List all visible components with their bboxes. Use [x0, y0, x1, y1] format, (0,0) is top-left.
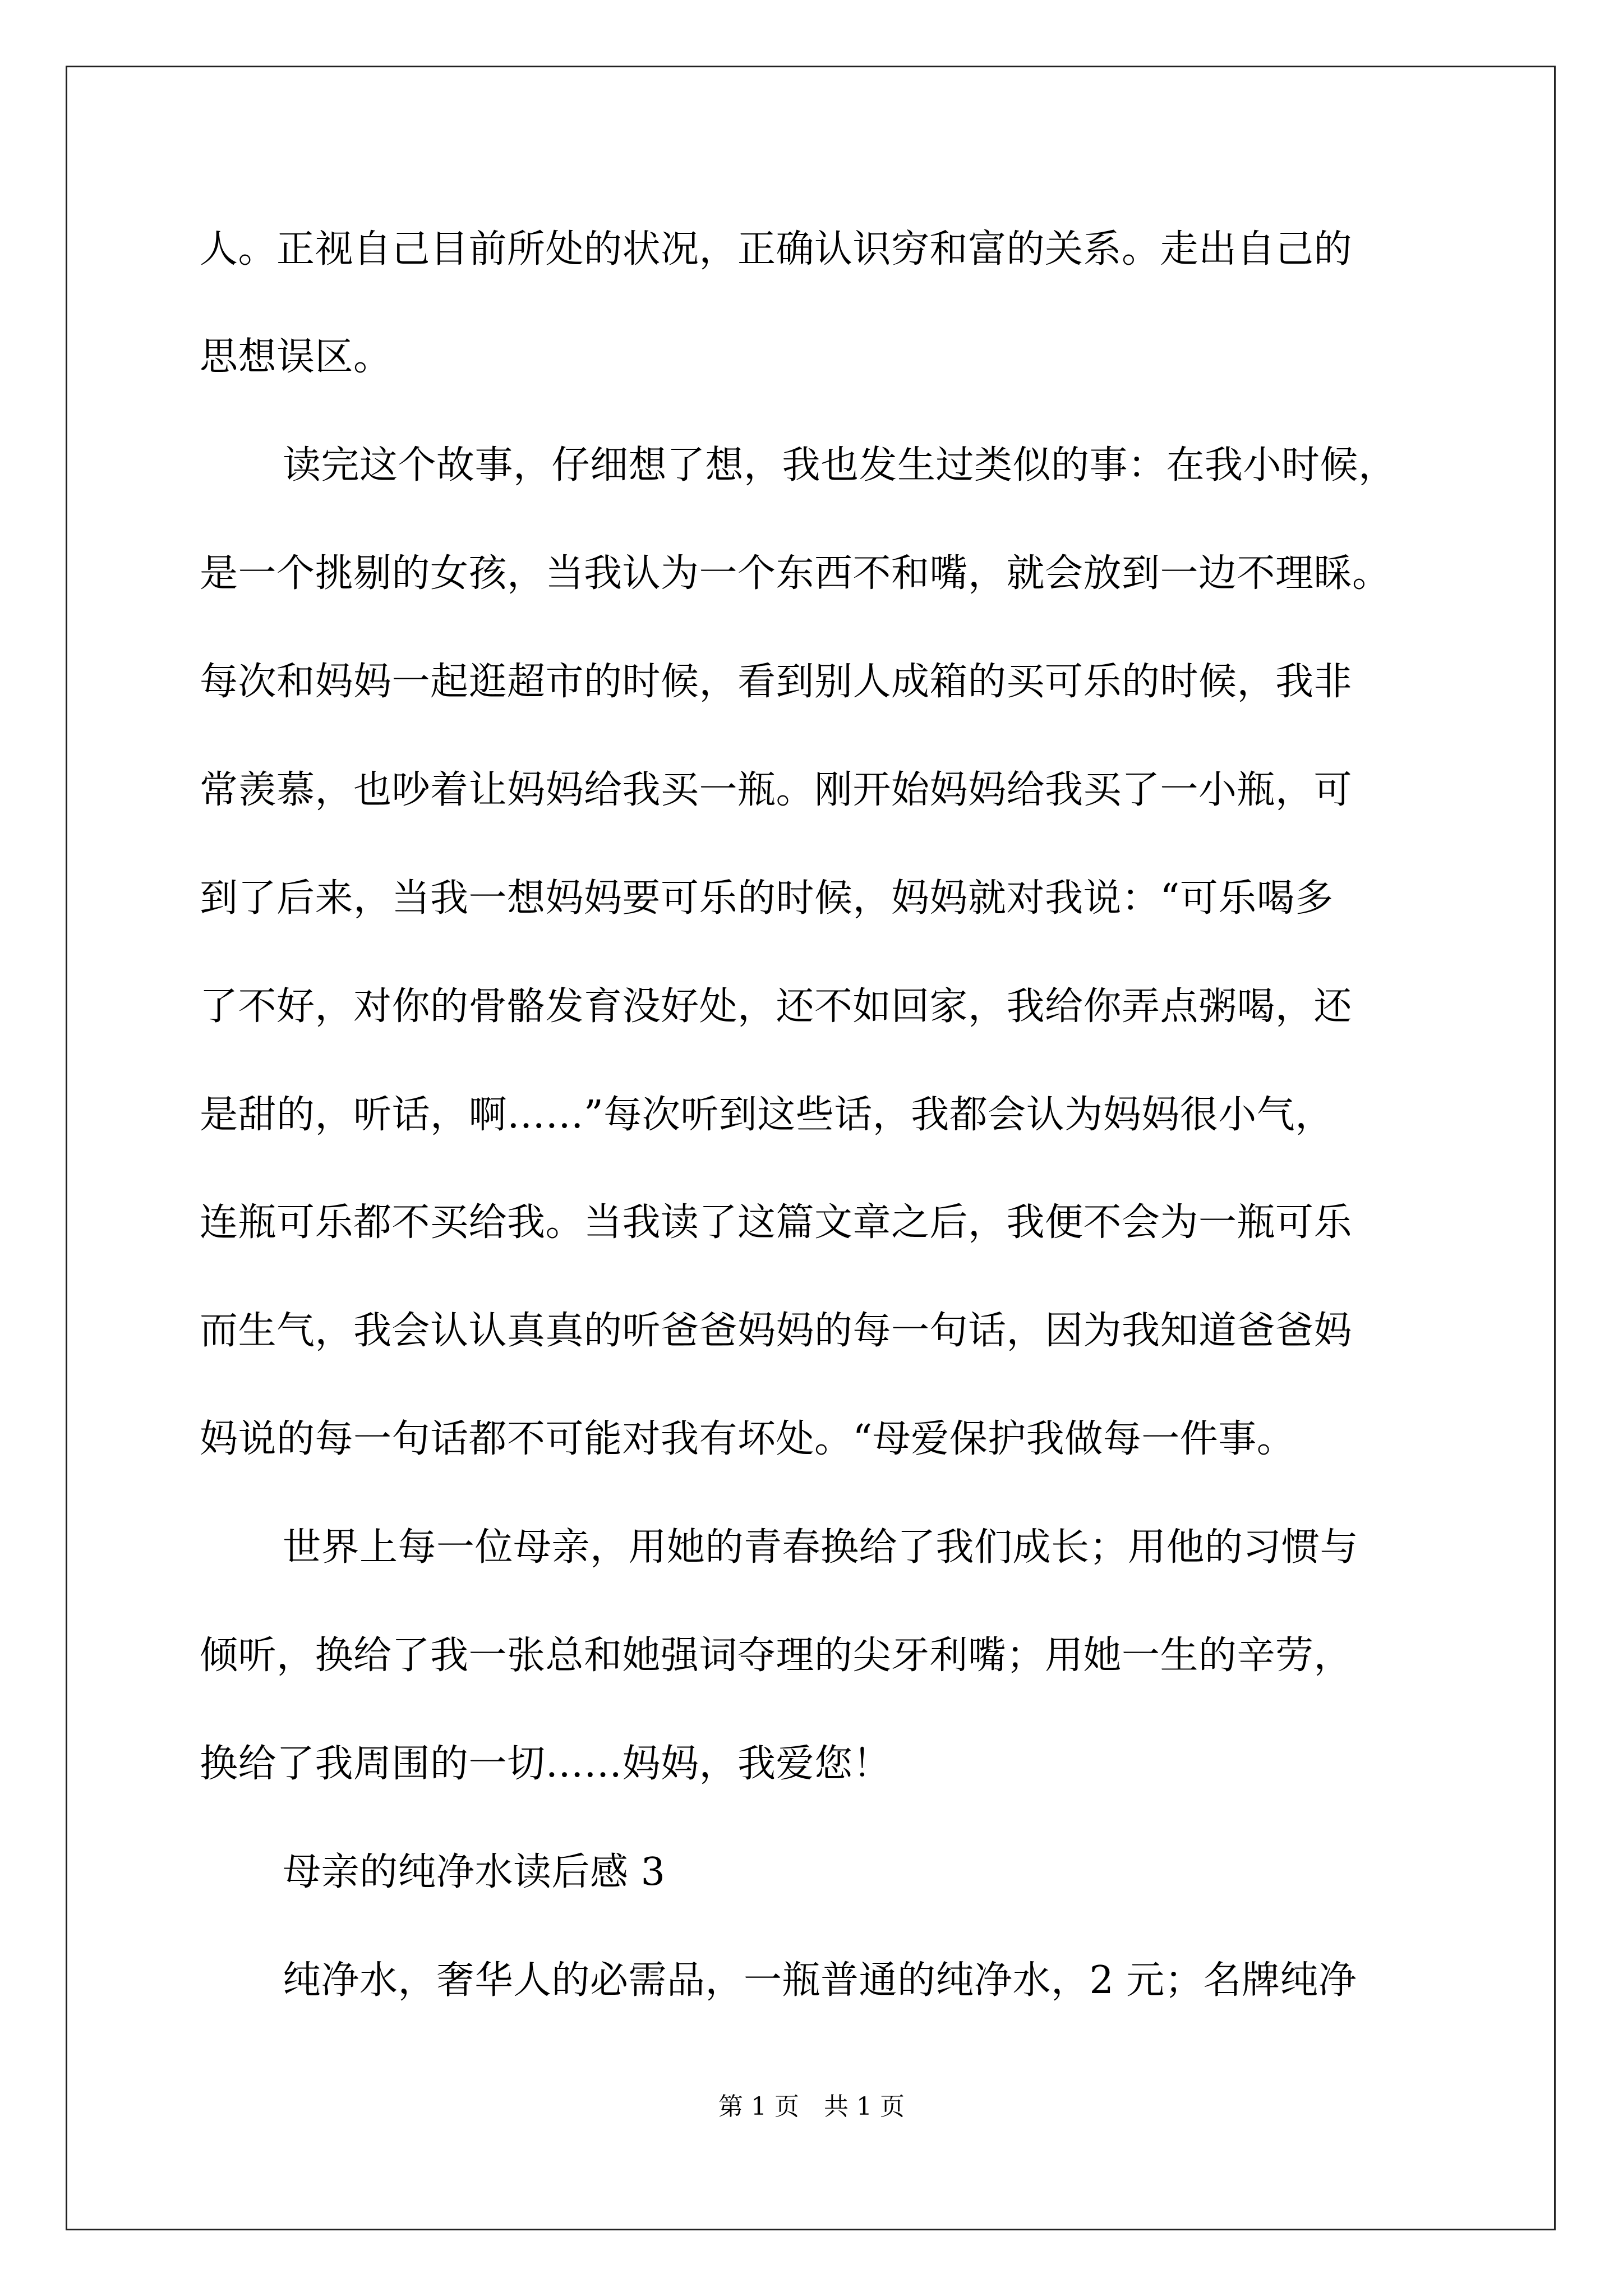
text-line: 是一个挑剔的女孩，当我认为一个东西不和嘴，就会放到一边不理睬。	[200, 551, 1391, 596]
text-line: 人。正视自己目前所处的状况，正确认识穷和富的关系。走出自己的	[200, 227, 1353, 272]
page-border	[66, 66, 1556, 2230]
text-line: 妈说的每一句话都不可能对我有坏处。“母爱保护我做每一件事。	[200, 1417, 1295, 1461]
text-line: 世界上每一位母亲，用她的青春换给了我们成长；用他的习惯与	[283, 1525, 1359, 1570]
text-line: 每次和妈妈一起逛超市的时候，看到别人成箱的买可乐的时候，我非	[200, 660, 1353, 704]
text-line: 读完这个故事，仔细想了想，我也发生过类似的事：在我小时候，	[283, 443, 1397, 487]
text-line: 思想误区。	[200, 335, 392, 379]
text-line: 是甜的，听话，啊……”每次听到这些话，我都会认为妈妈很小气，	[200, 1093, 1334, 1137]
text-line: 纯净水，奢华人的必需品，一瓶普通的纯净水，2 元；名牌纯净	[283, 1958, 1357, 2003]
text-line: 到了后来，当我一想妈妈要可乐的时候，妈妈就对我说：“可乐喝多	[200, 876, 1334, 921]
text-line: 常羡慕，也吵着让妈妈给我买一瓶。刚开始妈妈给我买了一小瓶，可	[200, 768, 1353, 812]
text-line: 连瓶可乐都不买给我。当我读了这篇文章之后，我便不会为一瓶可乐	[200, 1200, 1353, 1245]
text-line: 了不好，对你的骨骼发育没好处，还不如回家，我给你弄点粥喝，还	[200, 984, 1353, 1029]
section-heading: 母亲的纯净水读后感 3	[283, 1850, 666, 1894]
text-line: 换给了我周围的一切……妈妈，我爱您！	[200, 1742, 892, 1786]
page-footer: 第 1 页 共 1 页	[718, 2092, 905, 2121]
text-line: 而生气，我会认认真真的听爸爸妈妈的每一句话，因为我知道爸爸妈	[200, 1309, 1353, 1353]
text-line: 倾听，换给了我一张总和她强词夺理的尖牙利嘴；用她一生的辛劳，	[200, 1634, 1353, 1678]
